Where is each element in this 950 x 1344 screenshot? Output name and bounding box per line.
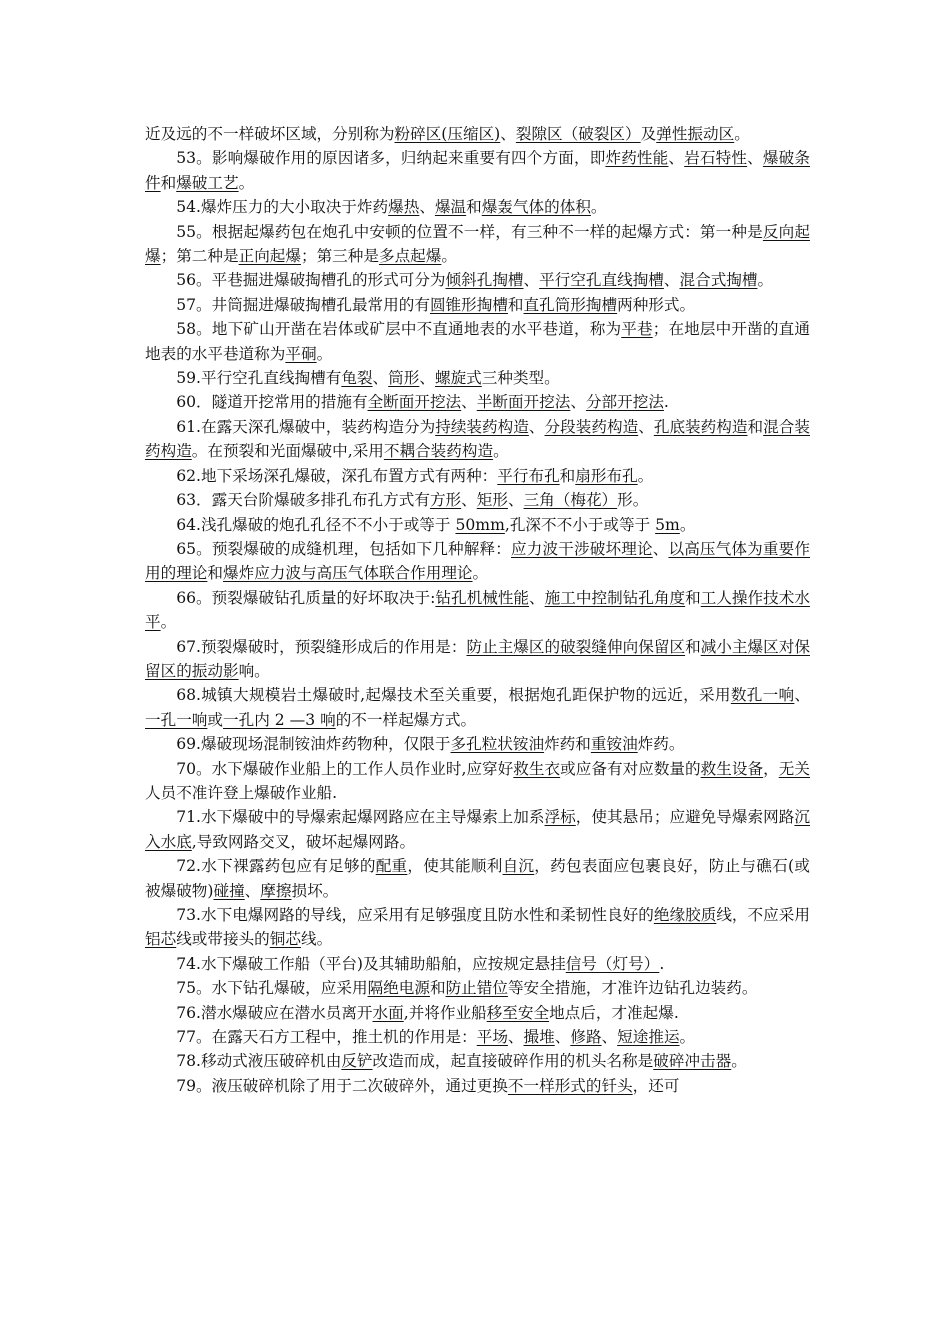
underlined-answer: 隔绝电源 bbox=[367, 979, 430, 998]
text-segment: 等安全措施，才准许边钻孔边装药。 bbox=[507, 979, 758, 998]
paragraph bbox=[145, 635, 810, 684]
text-segment: 71.水下爆破中的导爆索起爆网路应在主导爆索上加系 bbox=[176, 808, 545, 827]
paragraph bbox=[145, 537, 810, 586]
text-segment: 和 bbox=[507, 295, 524, 314]
underlined-answer: 不耦合装药构造 bbox=[383, 442, 494, 461]
text-segment: 、 bbox=[523, 271, 540, 290]
text-segment: 炸药。 bbox=[637, 735, 685, 754]
text-segment: 。 bbox=[731, 1052, 747, 1071]
text-segment: 。 bbox=[493, 442, 509, 461]
text-segment: 改造而成，起直接破碎作用的机头名称是 bbox=[372, 1052, 654, 1071]
text-segment: ,并将作业船 bbox=[403, 1003, 487, 1022]
text-segment: 及 bbox=[640, 125, 657, 143]
text-segment: 。 bbox=[734, 125, 750, 143]
text-segment: ；第二种是 bbox=[160, 247, 239, 266]
underlined-answer: 绝缘胶质 bbox=[653, 906, 717, 924]
text-segment: 损坏。 bbox=[291, 881, 339, 900]
text-segment: 或 bbox=[207, 710, 223, 729]
paragraph bbox=[145, 1025, 810, 1049]
text-segment: 和 bbox=[160, 173, 177, 192]
paragraph bbox=[145, 1074, 810, 1098]
underlined-answer: 爆轰气体的体积 bbox=[481, 198, 591, 217]
text-segment: 74.水下爆破工作船（平台)及其辅助船舶，应按规定悬挂 bbox=[176, 954, 566, 973]
underlined-answer: 弹性振动区 bbox=[656, 125, 735, 143]
text-segment: 炸药和 bbox=[544, 735, 591, 754]
underlined-answer: 粉碎区(压缩区) bbox=[394, 125, 501, 143]
text-segment: 75。水下钻孔爆破，应采用 bbox=[176, 979, 368, 998]
underlined-answer: 平硐 bbox=[285, 344, 317, 363]
text-segment: ， bbox=[763, 759, 779, 778]
text-segment: 、 bbox=[419, 198, 435, 217]
underlined-answer: 平场 bbox=[476, 1028, 508, 1047]
text-segment: 、 bbox=[461, 491, 477, 510]
text-segment: 线，不应采用 bbox=[716, 906, 810, 924]
paragraph bbox=[145, 488, 810, 512]
text-segment: 62.地下采场深孔爆破，深孔布置方式有两种： bbox=[176, 466, 498, 485]
text-segment: 77。在露天石方工程中，推土机的作用是： bbox=[176, 1028, 477, 1047]
underlined-answer: 水面 bbox=[372, 1003, 404, 1022]
text-segment: 和 bbox=[207, 564, 223, 583]
text-segment: 、 bbox=[529, 588, 545, 607]
underlined-answer: 以高压气体为重要作用的理论 bbox=[145, 539, 810, 583]
underlined-answer: 50mm bbox=[455, 515, 505, 534]
text-segment: 、 bbox=[461, 393, 477, 412]
text-segment: 76.潜水爆破应在潜水员离开 bbox=[176, 1003, 373, 1022]
underlined-answer: 孔底装药构造 bbox=[653, 417, 748, 436]
text-segment: 和 bbox=[685, 637, 701, 656]
underlined-answer: 半断面开挖法 bbox=[476, 393, 571, 412]
paragraph bbox=[145, 317, 810, 366]
text-segment: 、 bbox=[747, 149, 763, 168]
paragraph bbox=[145, 415, 810, 464]
text-segment: 、 bbox=[663, 271, 680, 290]
underlined-answer: 扇形布孔 bbox=[575, 466, 638, 485]
underlined-answer: 铝芯 bbox=[145, 930, 177, 949]
text-segment: 56。平巷掘进爆破掏槽孔的形式可分为 bbox=[176, 271, 446, 290]
paragraph bbox=[145, 903, 810, 952]
text-segment: 近及远的不一样破坏区域，分别称为 bbox=[145, 125, 395, 143]
underlined-answer: 多孔粒状铵油 bbox=[450, 735, 545, 754]
underlined-answer: 反铲 bbox=[341, 1052, 373, 1071]
underlined-answer: 正向起爆 bbox=[238, 247, 301, 266]
underlined-answer: 螺旋式 bbox=[434, 369, 482, 388]
text-segment: 、 bbox=[372, 369, 389, 388]
text-segment: 79。液压破碎机除了用于二次破碎外，通过更换 bbox=[176, 1076, 508, 1095]
text-segment: 53。影响爆破作用的原因诸多，归纳起来重要有四个方面，即 bbox=[176, 149, 606, 168]
underlined-answer: 一孔内 2 —3 响 bbox=[223, 710, 336, 729]
text-segment: . bbox=[659, 954, 665, 973]
paragraph bbox=[145, 952, 810, 976]
underlined-answer: 圆锥形掏槽 bbox=[429, 295, 508, 314]
text-segment: 54.爆炸压力的大小取决于炸药 bbox=[176, 198, 389, 217]
text-segment: 、 bbox=[638, 417, 654, 436]
underlined-answer: 破碎冲击器 bbox=[653, 1052, 732, 1071]
underlined-answer: 修路 bbox=[570, 1028, 602, 1047]
text-segment: 67.预裂爆破时，预裂缝形成后的作用是： bbox=[176, 637, 467, 656]
text-segment: 。 bbox=[679, 515, 696, 534]
underlined-answer: 全断面开挖法 bbox=[367, 393, 462, 412]
text-segment: 72.水下裸露药包应有足够的 bbox=[176, 857, 376, 876]
paragraph bbox=[145, 146, 810, 195]
underlined-answer: 爆热 bbox=[388, 198, 420, 217]
paragraph bbox=[145, 464, 810, 488]
underlined-answer: 分部开挖法 bbox=[585, 393, 664, 412]
text-segment: 70。水下爆破作业船上的工作人员作业时,应穿好 bbox=[176, 759, 514, 778]
text-segment: 。 bbox=[238, 173, 255, 192]
text-segment: 和 bbox=[747, 417, 764, 436]
text-segment: 64.浅孔爆破的炮孔孔径不不小于或等于 bbox=[176, 515, 456, 534]
underlined-answer: 直孔筒形掏槽 bbox=[523, 295, 618, 314]
underlined-answer: 平行布孔 bbox=[497, 466, 560, 485]
text-segment: 、 bbox=[500, 125, 516, 143]
text-segment: 的不一样起爆方式。 bbox=[335, 710, 477, 729]
underlined-answer: 应力波干涉破坏理论 bbox=[511, 539, 653, 558]
underlined-answer: 浮标 bbox=[544, 808, 576, 827]
text-segment: 或应备有对应数量的 bbox=[560, 759, 701, 778]
text-segment: 58。地下矿山开凿在岩体或矿层中不直通地表的水平巷道，称为 bbox=[176, 320, 622, 339]
underlined-answer: 信号（灯号） bbox=[565, 954, 660, 973]
underlined-answer: 救生设备 bbox=[700, 759, 764, 778]
underlined-answer: 摩擦 bbox=[260, 881, 292, 900]
underlined-answer: 混合式掏槽 bbox=[679, 271, 758, 290]
paragraph bbox=[145, 195, 810, 219]
paragraph bbox=[145, 586, 810, 635]
text-segment: 55。根据起爆药包在炮孔中安顿的位置不一样，有三种不一样的起爆方式：第一种是 bbox=[176, 222, 763, 241]
text-segment: 。在预裂和光面爆破中,采用 bbox=[191, 442, 384, 461]
underlined-answer: 钻孔机械性能 bbox=[435, 588, 530, 607]
paragraph bbox=[145, 293, 810, 317]
text-segment: 69.爆破现场混制铵油炸药物种，仅限于 bbox=[176, 735, 451, 754]
underlined-answer: 自沉 bbox=[502, 857, 535, 876]
text-segment: 、 bbox=[244, 881, 261, 900]
text-segment: ，使其悬吊；应避免导爆索网路 bbox=[575, 808, 795, 827]
text-segment: 、 bbox=[528, 417, 545, 436]
paragraph bbox=[145, 805, 810, 854]
paragraph bbox=[145, 1049, 810, 1073]
text-segment: 和 bbox=[559, 466, 576, 485]
text-segment: 65。预裂爆破的成缝机理，包括如下几种解释： bbox=[176, 539, 512, 558]
text-segment: 响。 bbox=[238, 661, 270, 680]
text-segment: 人员不准许登上爆破作业船. bbox=[145, 783, 338, 802]
paragraph bbox=[145, 513, 810, 537]
underlined-answer: 工人操作技术水平 bbox=[145, 588, 810, 632]
paragraph bbox=[145, 854, 810, 903]
paragraph bbox=[145, 268, 810, 292]
text-segment: 、 bbox=[419, 369, 435, 388]
paragraph bbox=[145, 390, 810, 414]
underlined-answer: 救生衣 bbox=[513, 759, 561, 778]
text-segment: 。 bbox=[679, 1028, 696, 1047]
text-segment: ,导致网路交叉，破坏起爆网路。 bbox=[191, 832, 416, 851]
underlined-answer: 撮堆 bbox=[523, 1028, 555, 1047]
underlined-answer: 筒形 bbox=[388, 369, 420, 388]
text-segment: 。 bbox=[316, 344, 333, 363]
underlined-answer: 平巷 bbox=[621, 320, 653, 339]
paragraph bbox=[145, 366, 810, 390]
underlined-answer: 倾斜孔掏槽 bbox=[445, 271, 524, 290]
text-segment: 、 bbox=[794, 686, 810, 705]
underlined-answer: 沉入水底 bbox=[145, 808, 810, 851]
text-segment: 。 bbox=[441, 247, 457, 266]
underlined-answer: 爆温 bbox=[434, 198, 467, 217]
text-segment: 、 bbox=[652, 539, 669, 558]
text-segment: ，使其能顺利 bbox=[407, 857, 503, 876]
text-segment: ，药包表面应包裹良好，防止与礁石(或被爆破物) bbox=[145, 857, 810, 900]
underlined-answer: 平行空孔直线掏槽 bbox=[539, 271, 664, 290]
underlined-answer: 配重 bbox=[375, 857, 408, 876]
text-segment: 形。 bbox=[617, 491, 649, 510]
underlined-answer: 裂隙区（破裂区） bbox=[515, 125, 641, 143]
text-segment: 、 bbox=[570, 393, 586, 412]
text-segment: 。 bbox=[637, 466, 654, 485]
text-segment: 。 bbox=[472, 564, 489, 583]
text-segment: 。 bbox=[590, 198, 607, 217]
text-segment: 66。预裂爆破钻孔质量的好坏取决于: bbox=[176, 588, 436, 607]
underlined-answer: 碰撞 bbox=[213, 881, 245, 900]
underlined-answer: 爆炸应力波与高压气体联合作用理论 bbox=[223, 564, 473, 583]
underlined-answer: 三角（梅花） bbox=[523, 491, 618, 510]
underlined-answer: 防止主爆区的破裂缝伸向保留区 bbox=[466, 637, 686, 656]
underlined-answer: 矩形 bbox=[476, 491, 508, 510]
underlined-answer: 方形 bbox=[429, 491, 462, 510]
text-segment: 、 bbox=[668, 149, 685, 168]
text-segment: 和 bbox=[429, 979, 446, 998]
text-segment: 、 bbox=[601, 1028, 618, 1047]
text-segment: 59.平行空孔直线掏槽有 bbox=[176, 369, 342, 388]
underlined-answer: 短途推运 bbox=[617, 1028, 680, 1047]
underlined-answer: 爆破条件 bbox=[145, 149, 810, 192]
paragraph bbox=[145, 732, 810, 756]
paragraph bbox=[145, 220, 810, 269]
underlined-answer: 数孔一响 bbox=[730, 686, 795, 705]
underlined-answer: 重铵油 bbox=[590, 735, 638, 754]
text-segment: 60．隧道开挖常用的措施有 bbox=[176, 393, 368, 412]
text-segment: 三种类型。 bbox=[481, 369, 560, 388]
text-segment: 线或带接头的 bbox=[176, 930, 270, 949]
underlined-answer: 无关 bbox=[778, 759, 810, 778]
document-page bbox=[145, 122, 810, 1098]
underlined-answer: 移至安全 bbox=[486, 1003, 550, 1022]
text-segment: 两种形式。 bbox=[617, 295, 696, 314]
underlined-answer: 分段装药构造 bbox=[544, 417, 639, 436]
underlined-answer: 施工中控制钻孔角度 bbox=[544, 588, 686, 607]
text-segment: 57。井筒掘进爆破掏槽孔最常用的有 bbox=[176, 295, 430, 314]
underlined-answer: 一孔一响 bbox=[145, 710, 208, 729]
text-segment: . bbox=[663, 393, 669, 412]
text-segment: 和 bbox=[685, 588, 701, 607]
underlined-answer: 岩石特性 bbox=[684, 149, 748, 168]
text-segment: 。 bbox=[160, 613, 177, 632]
text-segment: 63．露天台阶爆破多排孔布孔方式有 bbox=[176, 491, 430, 510]
text-segment: 73.水下电爆网路的导线，应采用有足够强度且防水性和柔韧性良好的 bbox=[176, 906, 654, 924]
paragraph bbox=[145, 683, 810, 732]
underlined-answer: 防止错位 bbox=[445, 979, 508, 998]
underlined-answer: 爆破工艺 bbox=[176, 173, 239, 192]
paragraph bbox=[145, 976, 810, 1000]
text-segment: 78.移动式液压破碎机由 bbox=[176, 1052, 342, 1071]
underlined-answer: 铜芯 bbox=[269, 930, 301, 949]
text-segment: 和 bbox=[466, 198, 482, 217]
text-segment: 61.在露天深孔爆破中，装药构造分为 bbox=[176, 417, 436, 436]
underlined-answer: 炸药性能 bbox=[605, 149, 669, 168]
text-segment: 68.城镇大规模岩土爆破时,起爆技术至关重要，根据炮孔距保护物的远近，采用 bbox=[176, 686, 731, 705]
text-segment: 。 bbox=[757, 271, 774, 290]
underlined-answer: 多点起爆 bbox=[378, 247, 442, 266]
text-segment: ；在地层中开凿的直通地表的水平巷道称为 bbox=[145, 320, 810, 363]
text-segment: ，还可 bbox=[632, 1076, 680, 1095]
text-segment: 、 bbox=[507, 491, 524, 510]
underlined-answer: 混合装药构造 bbox=[145, 417, 810, 461]
underlined-answer: 5m bbox=[655, 515, 680, 534]
underlined-answer: 持续装药构造 bbox=[435, 417, 529, 436]
text-segment: 地点后，才准起爆. bbox=[549, 1003, 679, 1022]
paragraph bbox=[145, 122, 810, 146]
text-segment: 线。 bbox=[300, 930, 333, 949]
underlined-answer: 减小主爆区对保留区的振动影 bbox=[145, 637, 810, 680]
underlined-answer: 反向起爆 bbox=[145, 222, 810, 266]
paragraph bbox=[145, 1001, 810, 1025]
text-segment: ,孔深不不小于或等于 bbox=[504, 515, 656, 534]
text-segment: 、 bbox=[554, 1028, 571, 1047]
paragraph bbox=[145, 757, 810, 806]
text-segment: 、 bbox=[507, 1028, 524, 1047]
underlined-answer: 不一样形式的钎头 bbox=[507, 1076, 633, 1095]
underlined-answer: 龟裂 bbox=[341, 369, 373, 388]
text-segment: ；第三种是 bbox=[300, 247, 379, 266]
